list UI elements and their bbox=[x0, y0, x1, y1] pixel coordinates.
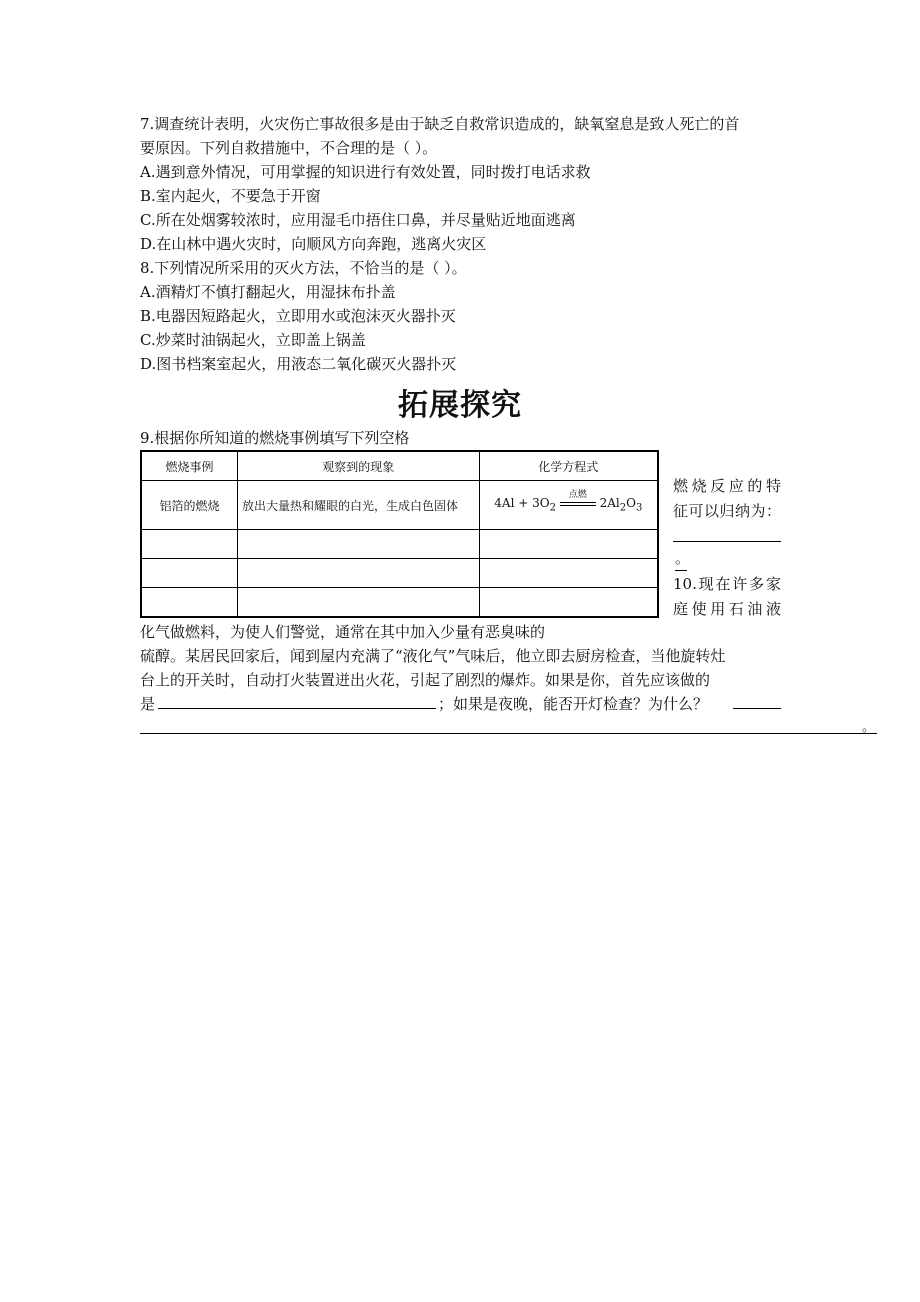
eq-left-sub: 2 bbox=[549, 502, 556, 514]
q9-answer-blank[interactable] bbox=[673, 541, 781, 542]
q10-line4-start: 是 bbox=[140, 695, 156, 713]
q9-side-end: 。 bbox=[675, 546, 687, 571]
empty-cell[interactable] bbox=[479, 588, 658, 618]
q7-option-b: B.室内起火，不要急于开窗 bbox=[140, 187, 321, 205]
q10-line4-mid: ；如果是夜晚，能否开灯检查？为什么？ bbox=[438, 695, 709, 713]
table-row bbox=[141, 559, 658, 588]
q10-line1: 化气做燃料，为使人们警觉，通常在其中加入少量有恶臭味的 bbox=[140, 623, 546, 641]
empty-cell[interactable] bbox=[141, 588, 238, 618]
q10-answer-blank-2[interactable] bbox=[733, 708, 781, 709]
q7-option-c: C.所在处烟雾较浓时，应用湿毛巾捂住口鼻，并尽量贴近地面逃离 bbox=[140, 211, 576, 229]
q10-line2: 硫醇。某居民回家后，闻到屋内充满了“液化气”气味后，他立即去厨房检查，当他旋转灶 bbox=[140, 647, 726, 665]
q8-option-d: D.图书档案室起火，用液态二氧化碳灭火器扑灭 bbox=[140, 355, 457, 373]
eq-right-o: O bbox=[626, 496, 636, 511]
section-heading: 拓展探究 bbox=[398, 388, 522, 423]
q8-stem: 8.下列情况所采用的灭火方法，不恰当的是（ ）。 bbox=[140, 259, 467, 277]
q8-option-a: A.酒精灯不慎打翻起火，用湿抹布扑盖 bbox=[140, 283, 396, 301]
empty-cell[interactable] bbox=[479, 530, 658, 559]
empty-cell[interactable] bbox=[238, 530, 480, 559]
reaction-condition-arrow bbox=[560, 489, 596, 511]
q10-end-mark: 。 bbox=[862, 720, 876, 735]
header-example: 燃烧事例 bbox=[141, 451, 238, 481]
empty-cell[interactable] bbox=[238, 588, 480, 618]
table-row bbox=[141, 481, 658, 530]
eq-right: 2Al bbox=[599, 496, 620, 511]
header-phenomenon: 观察到的现象 bbox=[238, 451, 480, 481]
chemical-equation bbox=[494, 489, 643, 514]
q10-side-line1: 10.现在许多家 bbox=[673, 575, 781, 593]
q8-option-b: B.电器因短路起火，立即用水或泡沫灭火器扑灭 bbox=[140, 307, 456, 325]
q9-side-line2: 征可以归纳为： bbox=[673, 502, 781, 520]
q7-option-a: A.遇到意外情况，可用掌握的知识进行有效处置，同时拨打电话求救 bbox=[140, 163, 591, 181]
eq-right-sub1: 2 bbox=[619, 502, 627, 514]
q7-stem-line1: 7.调查统计表明，火灾伤亡事故很多是由于缺乏自救常识造成的，缺氧窒息是致人死亡的首 bbox=[140, 115, 740, 133]
q10-answer-blank-1[interactable] bbox=[158, 708, 436, 709]
empty-cell[interactable] bbox=[141, 559, 238, 588]
cell-phenomenon: 放出大量热和耀眼的白光，生成白色固体 bbox=[238, 481, 480, 530]
table-row bbox=[141, 588, 658, 618]
q9-stem: 9.根据你所知道的燃烧事例填写下列空格 bbox=[140, 429, 410, 447]
cell-equation bbox=[479, 481, 658, 530]
q10-answer-line-3[interactable] bbox=[140, 733, 877, 734]
q8-option-c: C.炒菜时油锅起火，立即盖上锅盖 bbox=[140, 331, 366, 349]
empty-cell[interactable] bbox=[238, 559, 480, 588]
table-header-row bbox=[141, 451, 658, 481]
eq-right-sub2: 3 bbox=[635, 502, 643, 514]
empty-cell[interactable] bbox=[141, 530, 238, 559]
q10-side-line2: 庭使用石油液 bbox=[673, 600, 781, 618]
combustion-table bbox=[140, 450, 659, 618]
q7-option-d: D.在山林中遇火灾时，向顺风方向奔跑，逃离火灾区 bbox=[140, 235, 487, 253]
eq-condition: 点燃 bbox=[568, 489, 587, 500]
q10-line3: 台上的开关时，自动打火装置迸出火花，引起了剧烈的爆炸。如果是你，首先应该做的 bbox=[140, 671, 711, 689]
header-equation: 化学方程式 bbox=[479, 451, 658, 481]
table-row bbox=[141, 530, 658, 559]
cell-example: 铝箔的燃烧 bbox=[141, 481, 238, 530]
empty-cell[interactable] bbox=[479, 559, 658, 588]
eq-left: 4Al + 3O bbox=[494, 496, 550, 511]
q7-stem-line2: 要原因。下列自救措施中，不合理的是（ ）。 bbox=[140, 139, 438, 157]
q9-side-line1: 燃烧反应的特 bbox=[673, 477, 781, 495]
